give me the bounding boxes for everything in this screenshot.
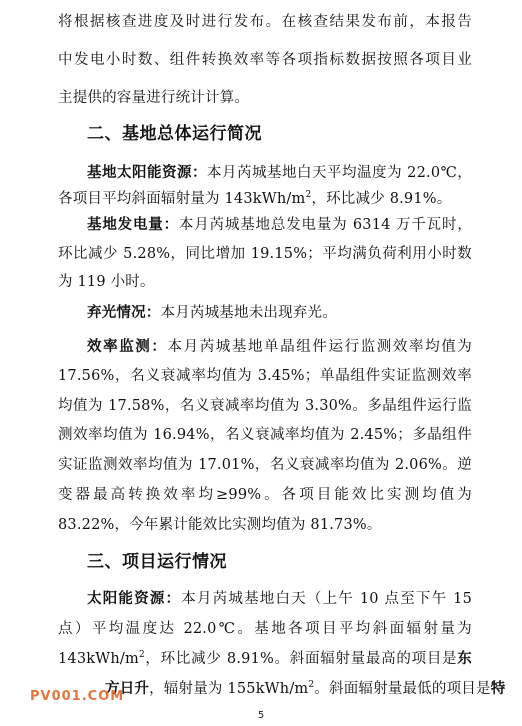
inline-text: 本月芮城基地未出现弃光。 — [160, 305, 337, 321]
paragraph-line — [87, 215, 472, 235]
inline-bold: 特 — [490, 681, 506, 697]
inline-label: 弃光情况： — [87, 305, 161, 321]
paragraph-line — [87, 337, 472, 357]
paragraph-line: 变器最高转换效率均≥99%。各项目能效比实测均值为 — [58, 487, 472, 503]
inline-label: 太阳能资源： — [87, 591, 182, 607]
paragraph-line — [58, 649, 472, 669]
superscript: 2 — [138, 650, 145, 661]
page-number: 5 — [257, 710, 265, 721]
inline-bold: 东 — [457, 651, 472, 667]
paragraph-line: 17.56%，名义衰减率均值为 3.45%；单晶组件实证监测效率 — [58, 368, 472, 384]
paragraph-line: 实证监测效率均值为 17.01%，名义衰减率均值为 2.06%。逆 — [58, 457, 472, 473]
paragraph-line — [87, 163, 472, 183]
paragraph-line: 中发电小时数、组件转换效率等各项指标数据按照各项目业 — [58, 52, 472, 68]
paragraph-line: 主提供的容量进行统计计算。 — [58, 90, 250, 106]
superscript: 2 — [308, 680, 315, 691]
inline-text: 本月芮城基地单晶组件运行监测效率均值为 — [167, 339, 472, 355]
inline-text: ，环比减少 8.91%。 — [311, 191, 452, 207]
inline-label: 效率监测： — [87, 339, 168, 355]
paragraph-line: 将根据核查进度及时进行发布。在核查结果发布前，本报告 — [58, 14, 472, 30]
paragraph-line: 83.22%，今年累计能效比实测均值为 81.73%。 — [58, 517, 382, 533]
inline-text: 。斜面辐射量最低的项目是 — [314, 681, 491, 697]
inline-text: 各项目平均斜面辐射量为 143kWh/m — [58, 191, 306, 207]
inline-bold: 方日升 — [105, 681, 150, 697]
paragraph-line — [58, 189, 472, 209]
paragraph-line — [87, 303, 472, 323]
inline-label: 基地发电量： — [87, 217, 179, 233]
paragraph-line: 均值为 17.58%，名义衰减率均值为 3.30%。多晶组件运行监 — [58, 398, 472, 414]
section-heading: 二、基地总体运行简况 — [87, 124, 262, 144]
inline-text: ，辐射量为 155kWh/m — [149, 681, 309, 697]
superscript: 2 — [305, 190, 312, 201]
inline-text: 本月芮城基地白天平均温度为 22.0℃， — [207, 165, 472, 181]
paragraph-line — [105, 679, 506, 699]
paragraph-line — [87, 589, 472, 609]
paragraph-line: 环比减少 5.28%，同比增加 19.15%；平均满负荷利用小时数 — [58, 246, 472, 262]
inline-label: 基地太阳能资源： — [87, 165, 208, 181]
inline-text: 本月芮城基地总发电量为 6314 万千瓦时， — [178, 217, 472, 233]
paragraph-line: 点）平均温度达 22.0℃。基地各项目平均斜面辐射量为 — [58, 621, 472, 637]
paragraph-line: 为 119 小时。 — [58, 274, 155, 290]
inline-text: ，环比减少 8.91%。斜面辐射量最高的项目是 — [144, 651, 458, 667]
inline-text: 143kWh/m — [58, 651, 139, 667]
section-heading: 三、项目运行情况 — [87, 552, 227, 572]
paragraph-line: 测效率均值为 16.94%，名义衰减率均值为 2.45%；多晶组件 — [58, 427, 472, 443]
watermark-logo: PV001.COM — [30, 689, 125, 704]
inline-text: 本月芮城基地白天（上午 10 点至下午 15 — [181, 591, 472, 607]
